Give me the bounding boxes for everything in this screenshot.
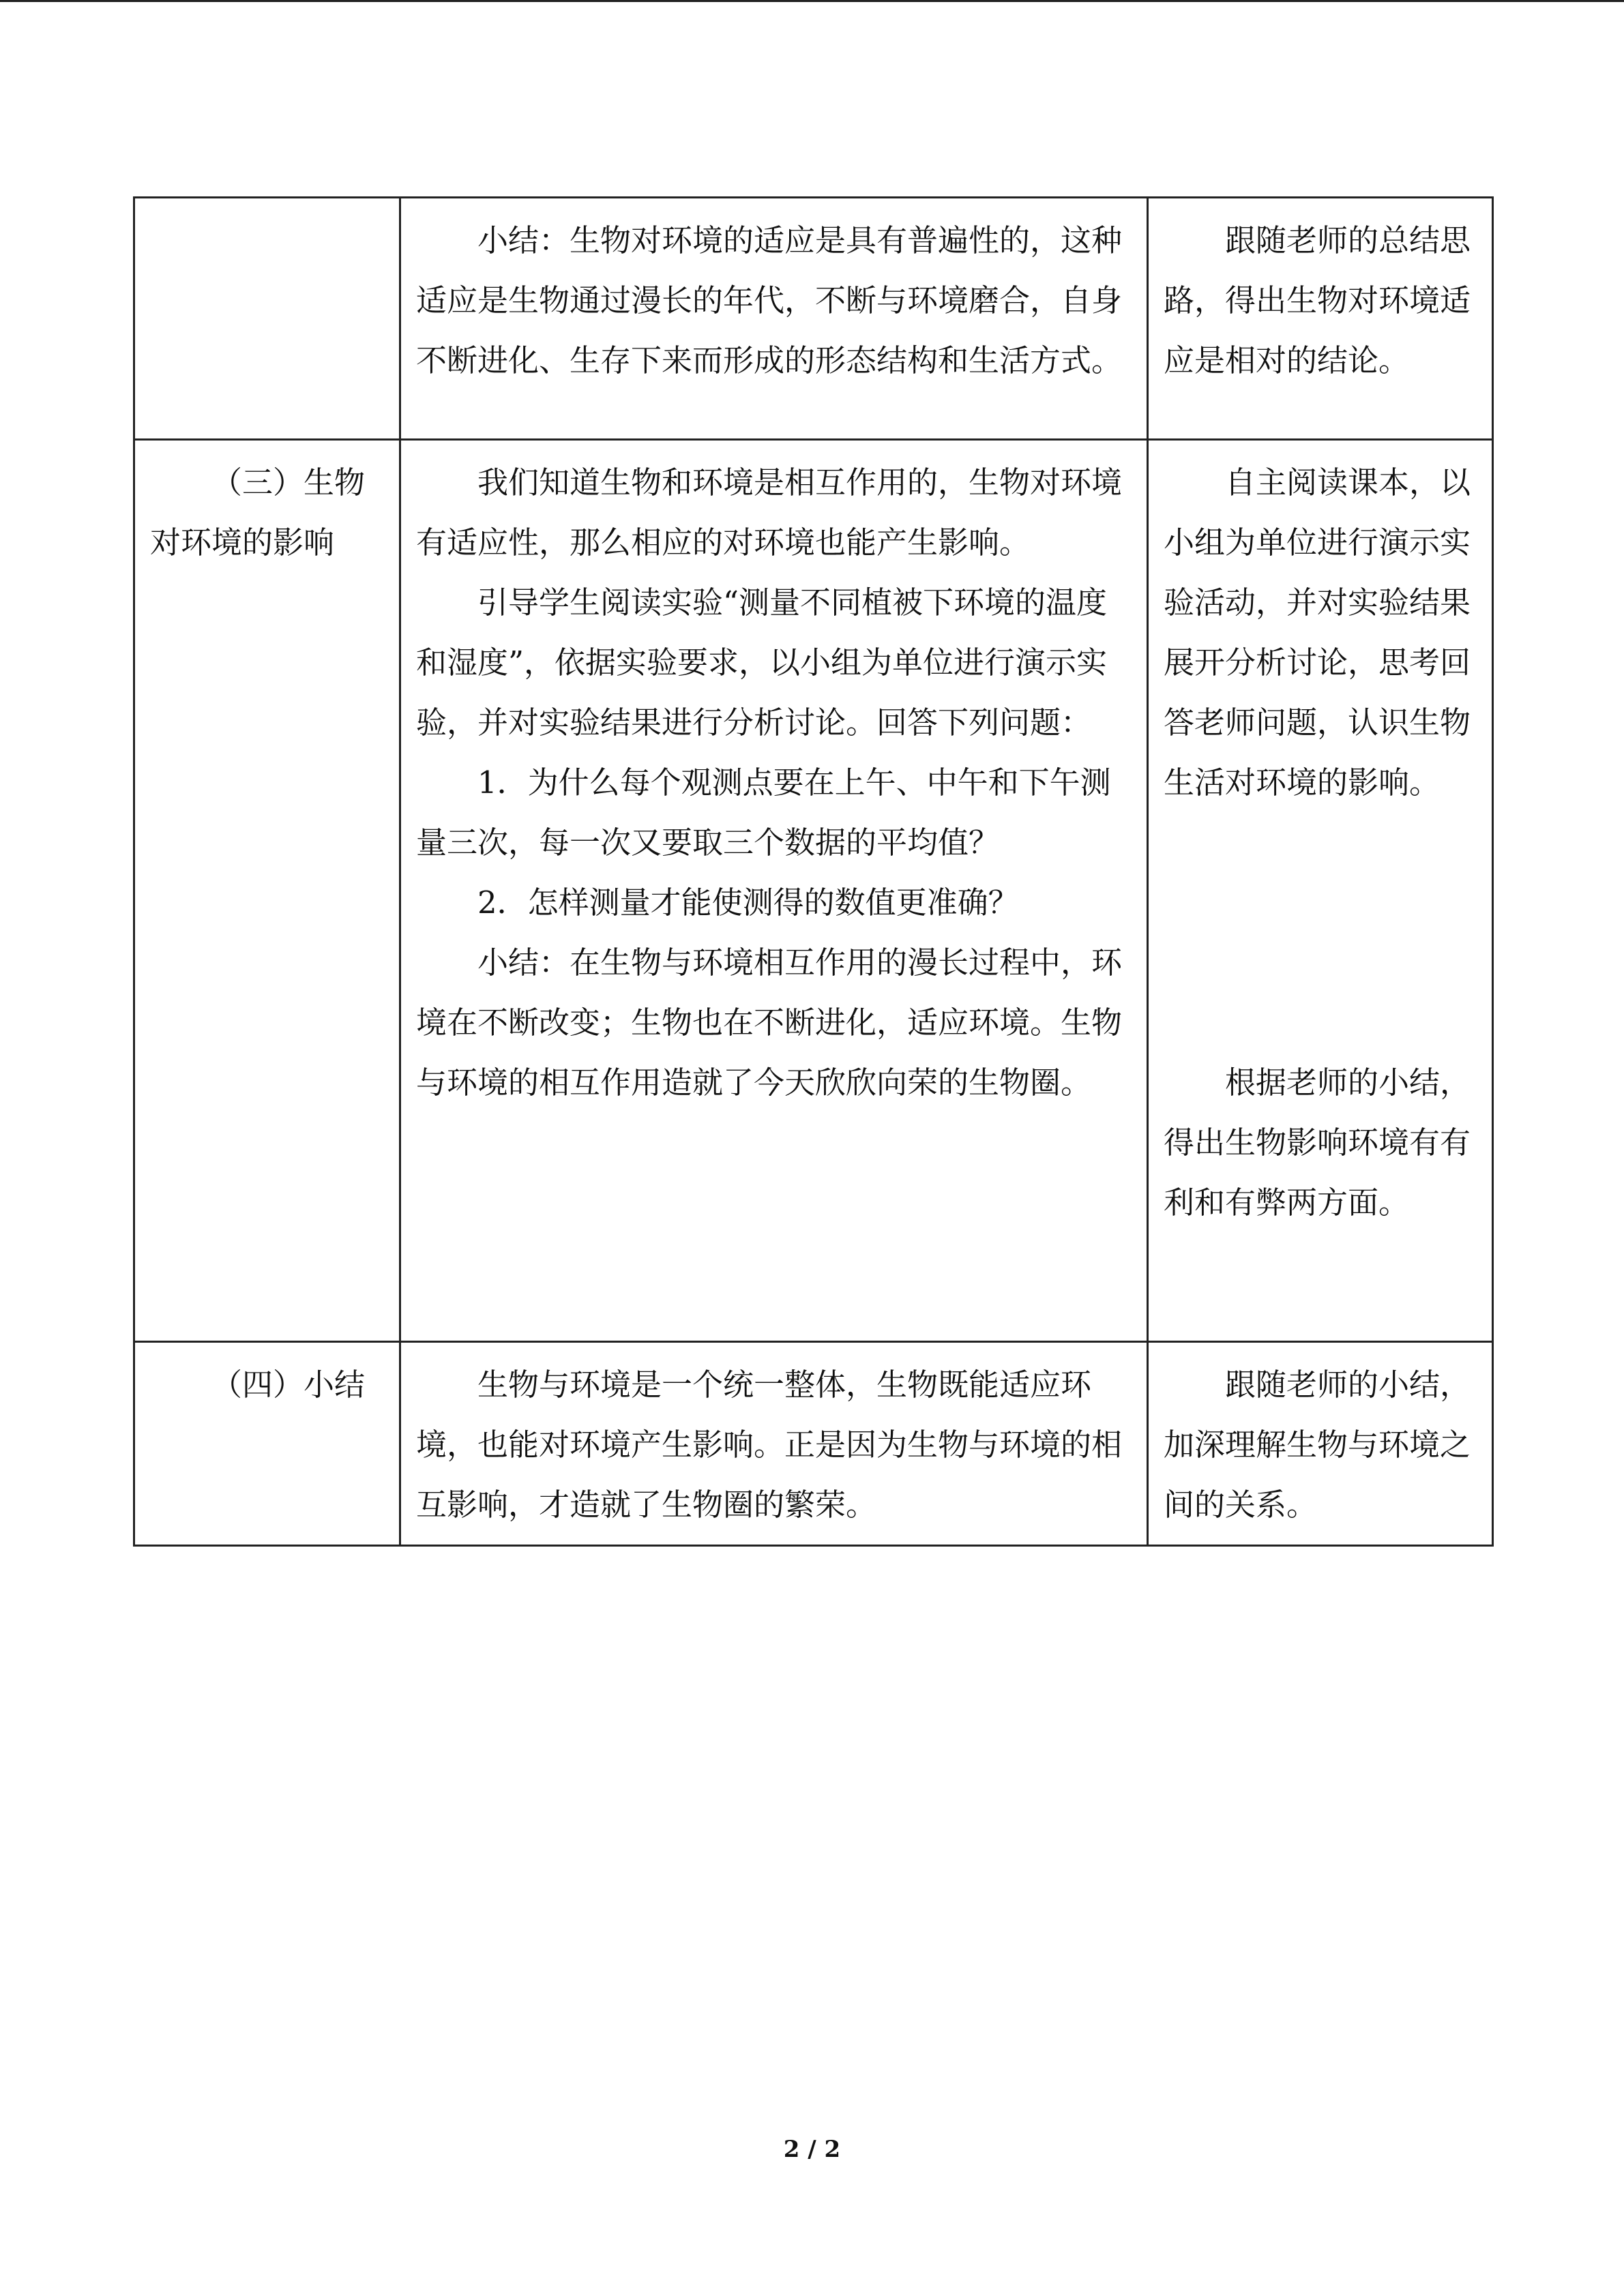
page-top-border xyxy=(0,0,1624,2)
teacher-paragraph: 我们知道生物和环境是相互作用的，生物对环境有适应性，那么相应的对环境也能产生影响。 xyxy=(416,464,1123,561)
student-activity-cell xyxy=(1148,440,1493,1342)
teacher-activity-cell xyxy=(400,1342,1148,1546)
section-cell xyxy=(134,440,400,1342)
teacher-question: 1．为什么每个观测点要在上午、中午和下午测量三次，每一次又要取三个数据的平均值？ xyxy=(416,764,1111,861)
student-paragraph: 跟随老师的总结思路，得出生物对环境适应是相对的结论。 xyxy=(1164,222,1471,378)
section-cell xyxy=(134,198,400,440)
section-title: （三）生物对环境的影响 xyxy=(150,464,366,561)
cell-spacer xyxy=(1164,813,1477,1053)
student-paragraph: 跟随老师的小结，加深理解生物与环境之间的关系。 xyxy=(1164,1367,1471,1523)
teacher-question: 2．怎样测量才能使测得的数值更准确？ xyxy=(477,884,1019,921)
page-number: 2 / 2 xyxy=(783,2136,841,2163)
table-row xyxy=(134,198,1493,440)
teacher-paragraph: 小结：生物对环境的适应是具有普遍性的，这种适应是生物通过漫长的年代，不断与环境磨合，自身不断进化、生存下来而形成的形态结构和生活方式。 xyxy=(416,222,1123,378)
student-activity-cell xyxy=(1148,198,1493,440)
table-row xyxy=(134,1342,1493,1546)
student-activity-cell xyxy=(1148,1342,1493,1546)
teacher-paragraph: 生物与环境是一个统一整体，生物既能适应环境，也能对环境产生影响。正是因为生物与环境的相互影响，才造就了生物圈的繁荣。 xyxy=(416,1367,1123,1523)
student-paragraph: 自主阅读课本，以小组为单位进行演示实验活动，并对实验结果展开分析讨论，思考回答老师问题，认识生物生活对环境的影响。 xyxy=(1164,464,1471,801)
table-row xyxy=(134,440,1493,1342)
student-paragraph: 根据老师的小结，得出生物影响环境有有利和有弊两方面。 xyxy=(1164,1064,1471,1221)
teacher-paragraph: 引导学生阅读实验“测量不同植被下环境的温度和湿度”，依据实验要求，以小组为单位进行演示实验，并对实验结果进行分析讨论。回答下列问题： xyxy=(416,584,1108,741)
section-title: （四）小结 xyxy=(211,1367,366,1403)
teacher-activity-cell xyxy=(400,198,1148,440)
lesson-plan-table xyxy=(133,196,1494,1547)
teacher-summary: 小结：在生物与环境相互作用的漫长过程中，环境在不断改变；生物也在不断进化，适应环境。生物与环境的相互作用造就了今天欣欣向荣的生物圈。 xyxy=(416,944,1123,1101)
teacher-activity-cell xyxy=(400,440,1148,1342)
section-cell xyxy=(134,1342,400,1546)
